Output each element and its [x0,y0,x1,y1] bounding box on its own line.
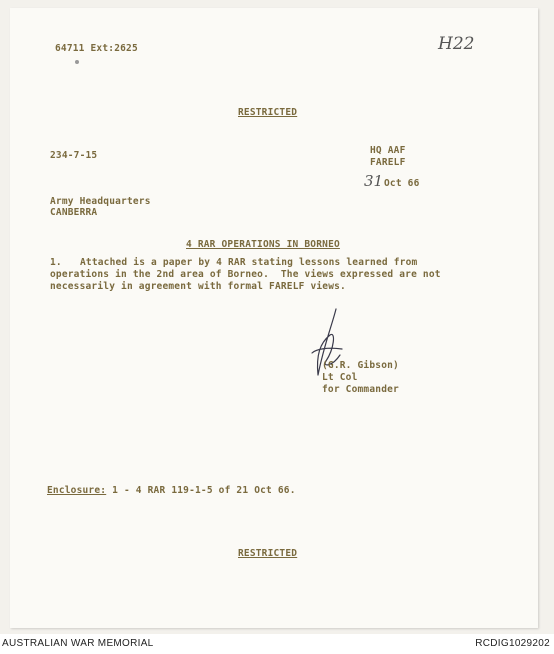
staple-mark [75,60,79,64]
classification-bottom: RESTRICTED [238,548,298,559]
enclosure-label: Enclosure: [47,485,107,496]
enclosure-text: 1 - 4 RAR 119-1-5 of 21 Oct 66. [106,485,296,496]
enclosure-line [47,485,296,496]
sender-line-2: FARELF [370,157,406,168]
sender-line-1: HQ AAF [370,145,406,156]
footer-item-id: RCDIG1029202 [475,638,550,649]
handwritten-folio: H22 [438,34,475,54]
reference-number: 234-7-15 [50,150,98,161]
classification-top: RESTRICTED [238,107,298,118]
addressee-line-2: CANBERRA [50,207,98,218]
subject-heading: 4 RAR OPERATIONS IN BORNEO [186,239,340,250]
body-line-1: Attached is a paper by 4 RAR stating lessons learned from [80,257,418,268]
body-line-3: necessarily in agreement with formal FARELF views. [50,281,346,292]
handwritten-date-day: 31 [364,172,384,190]
addressee-line-1: Army Headquarters [50,196,151,207]
signatory-rank: Lt Col [322,372,358,383]
signatory-capacity: for Commander [322,384,399,395]
paragraph-number: 1. [50,257,62,268]
body-line-2: operations in the 2nd area of Borneo. The views expressed are not [50,269,441,280]
document-page [10,8,538,628]
file-reference: 64711 Ext:2625 [55,43,138,54]
date-month-year: Oct 66 [384,178,420,189]
footer-credit: AUSTRALIAN WAR MEMORIAL [2,638,154,649]
signatory-name: (G.R. Gibson) [322,360,399,371]
